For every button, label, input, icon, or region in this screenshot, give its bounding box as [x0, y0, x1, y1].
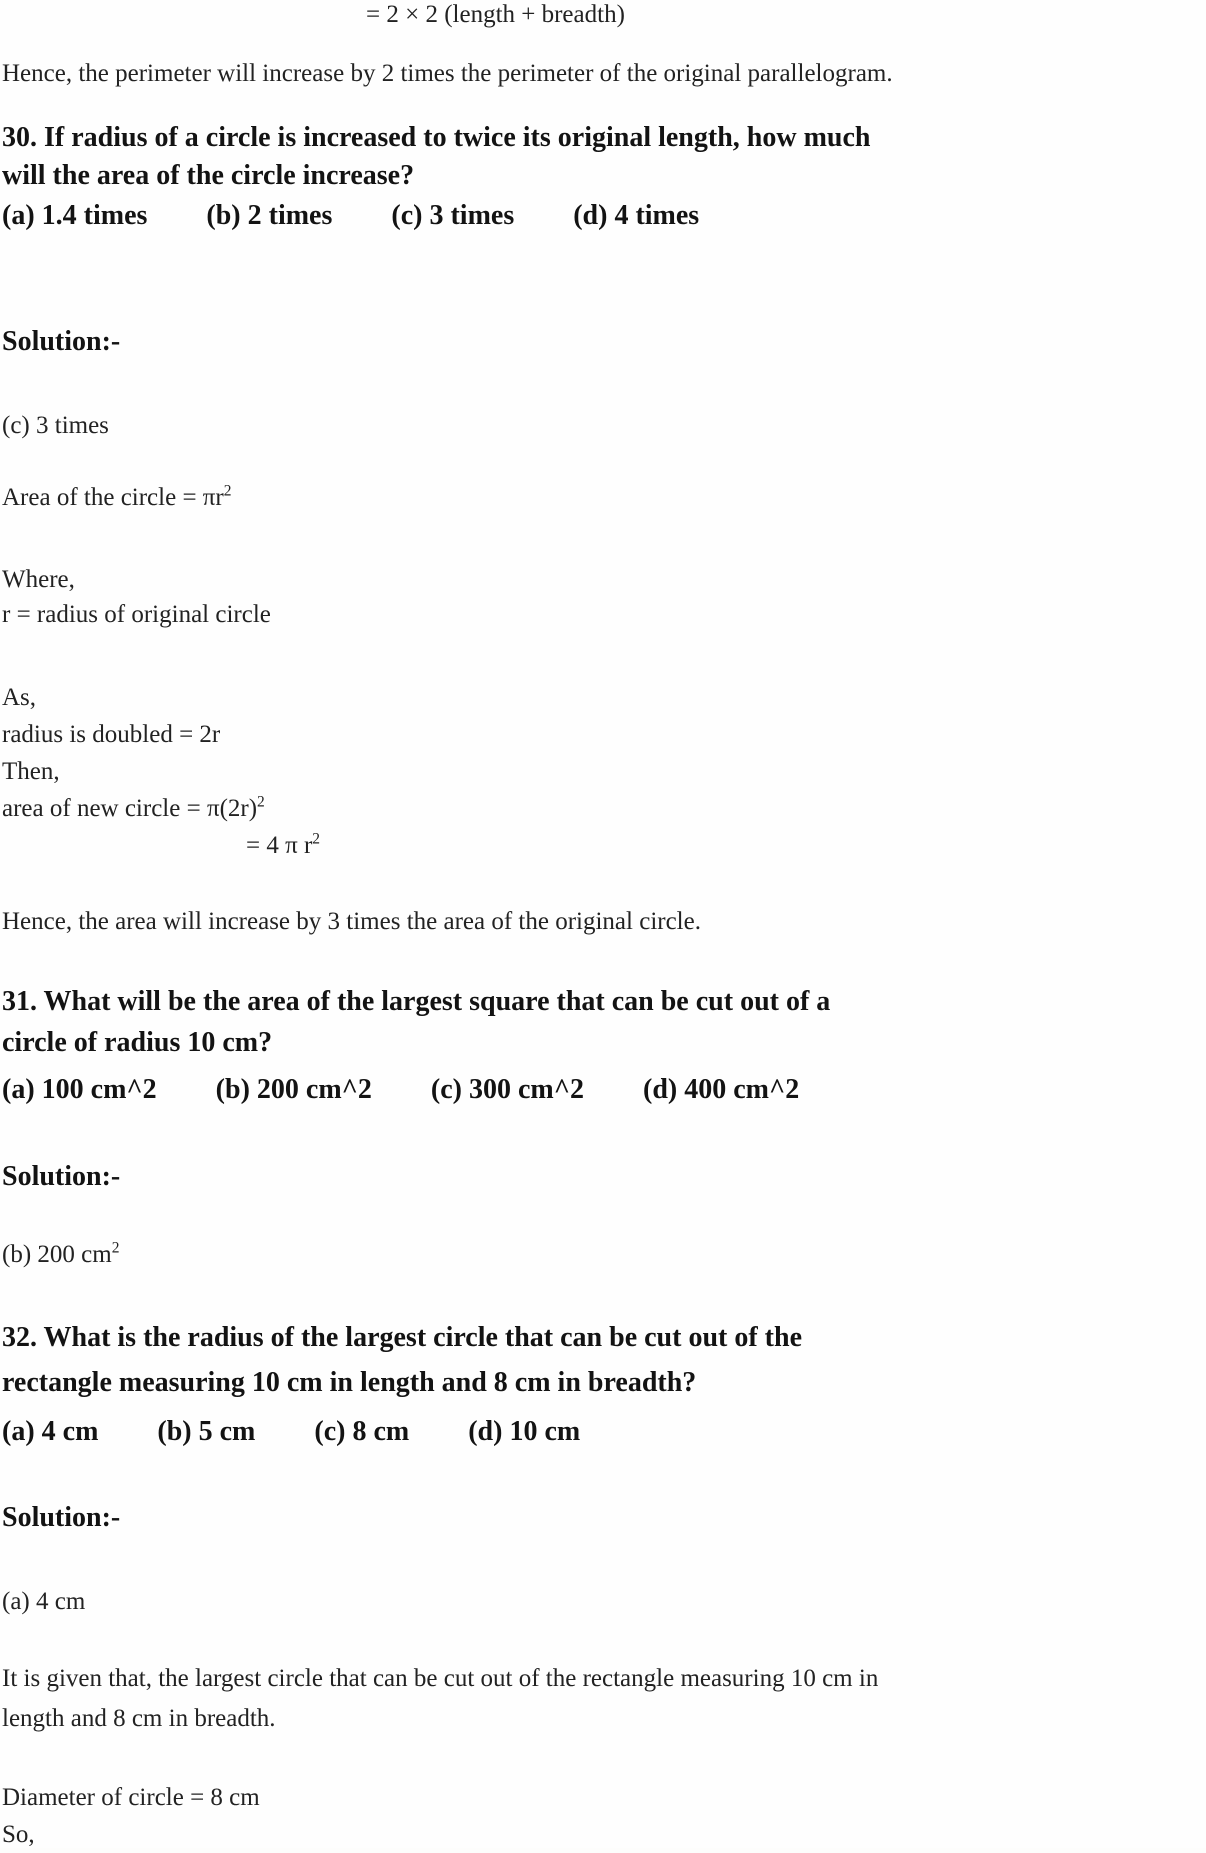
q30-where-label: Where, — [2, 566, 75, 593]
q32-diameter-line: Diameter of circle = 8 cm — [2, 1784, 260, 1811]
perimeter-formula-line: = 2 × 2 (length + breadth) — [366, 1, 625, 28]
q32-given-line-1: It is given that, the largest circle that can be cut out of the rectangle measuring 10 cm in — [2, 1665, 879, 1692]
q32-so-label: So, — [2, 1821, 35, 1848]
q32-option-b: (b) 5 cm — [157, 1416, 256, 1447]
q30-result-base: = 4 π r — [246, 832, 313, 859]
q30-radius-doubled-line: radius is doubled = 2r — [2, 721, 221, 748]
q32-option-c: (c) 8 cm — [314, 1416, 410, 1447]
q30-option-c: (c) 3 times — [391, 200, 515, 231]
q32-option-d: (d) 10 cm — [468, 1416, 581, 1447]
q30-new-area-line — [2, 792, 320, 829]
q31-option-a: (a) 100 cm^2 — [2, 1074, 157, 1105]
question-30 — [2, 122, 870, 192]
q32-solution-label: Solution:- — [2, 1502, 121, 1533]
q30-option-b: (b) 2 times — [206, 200, 333, 231]
question-31-options — [2, 1074, 799, 1106]
q30-option-a: (a) 1.4 times — [2, 200, 148, 231]
q30-working-block — [2, 681, 320, 866]
q30-option-d: (d) 4 times — [573, 200, 700, 231]
q31-solution-label: Solution:- — [2, 1161, 121, 1192]
question-31 — [2, 986, 830, 1059]
q32-diameter-block — [2, 1779, 260, 1853]
q30-new-area-exponent: 2 — [257, 793, 265, 811]
q30-result-exponent: 2 — [312, 830, 321, 848]
question-30-options — [2, 200, 699, 232]
q31-option-b: (b) 200 cm^2 — [215, 1074, 372, 1105]
q30-area-formula-exponent: 2 — [223, 482, 232, 500]
q30-result-line — [2, 829, 320, 866]
q30-answer: (c) 3 times — [2, 412, 109, 439]
q30-as-label: As, — [2, 684, 37, 711]
q30-then-label: Then, — [2, 758, 60, 785]
q30-where-block — [2, 562, 271, 632]
q30-solution-label: Solution:- — [2, 326, 121, 357]
perimeter-conclusion-text: Hence, the perimeter will increase by 2 times the perimeter of the original parallelogram. — [2, 60, 893, 87]
q31-answer-base: (b) 200 cm — [2, 1241, 112, 1268]
q32-given-block — [2, 1659, 878, 1739]
question-30-line-1: 30. If radius of a circle is increased to twice its original length, how much — [2, 122, 871, 153]
question-32-line-1: 32. What is the radius of the largest circle that can be cut out of the — [2, 1322, 802, 1353]
q31-option-c: (c) 300 cm^2 — [430, 1074, 585, 1105]
question-32-options — [2, 1416, 580, 1448]
q31-option-d: (d) 400 cm^2 — [643, 1074, 800, 1105]
q30-radius-definition: r = radius of original circle — [2, 601, 271, 628]
question-32 — [2, 1322, 802, 1399]
question-31-line-2: circle of radius 10 cm? — [2, 1027, 273, 1058]
q32-given-line-2: length and 8 cm in breadth. — [2, 1705, 276, 1732]
q31-answer-exponent: 2 — [111, 1239, 120, 1257]
q32-option-a: (a) 4 cm — [2, 1416, 99, 1447]
q30-conclusion-text: Hence, the area will increase by 3 times the area of the original circle. — [2, 908, 701, 935]
q30-area-formula-base: Area of the circle = πr — [2, 484, 224, 511]
question-32-line-2: rectangle measuring 10 cm in length and 8 cm in breadth? — [2, 1367, 697, 1398]
question-30-line-2: will the area of the circle increase? — [2, 160, 415, 191]
q30-area-formula — [2, 481, 232, 514]
q31-answer — [2, 1238, 119, 1271]
q32-answer: (a) 4 cm — [2, 1588, 86, 1615]
q30-new-area-base: area of new circle = π(2r) — [2, 795, 258, 822]
question-31-line-1: 31. What will be the area of the largest square that can be cut out of a — [2, 986, 831, 1017]
